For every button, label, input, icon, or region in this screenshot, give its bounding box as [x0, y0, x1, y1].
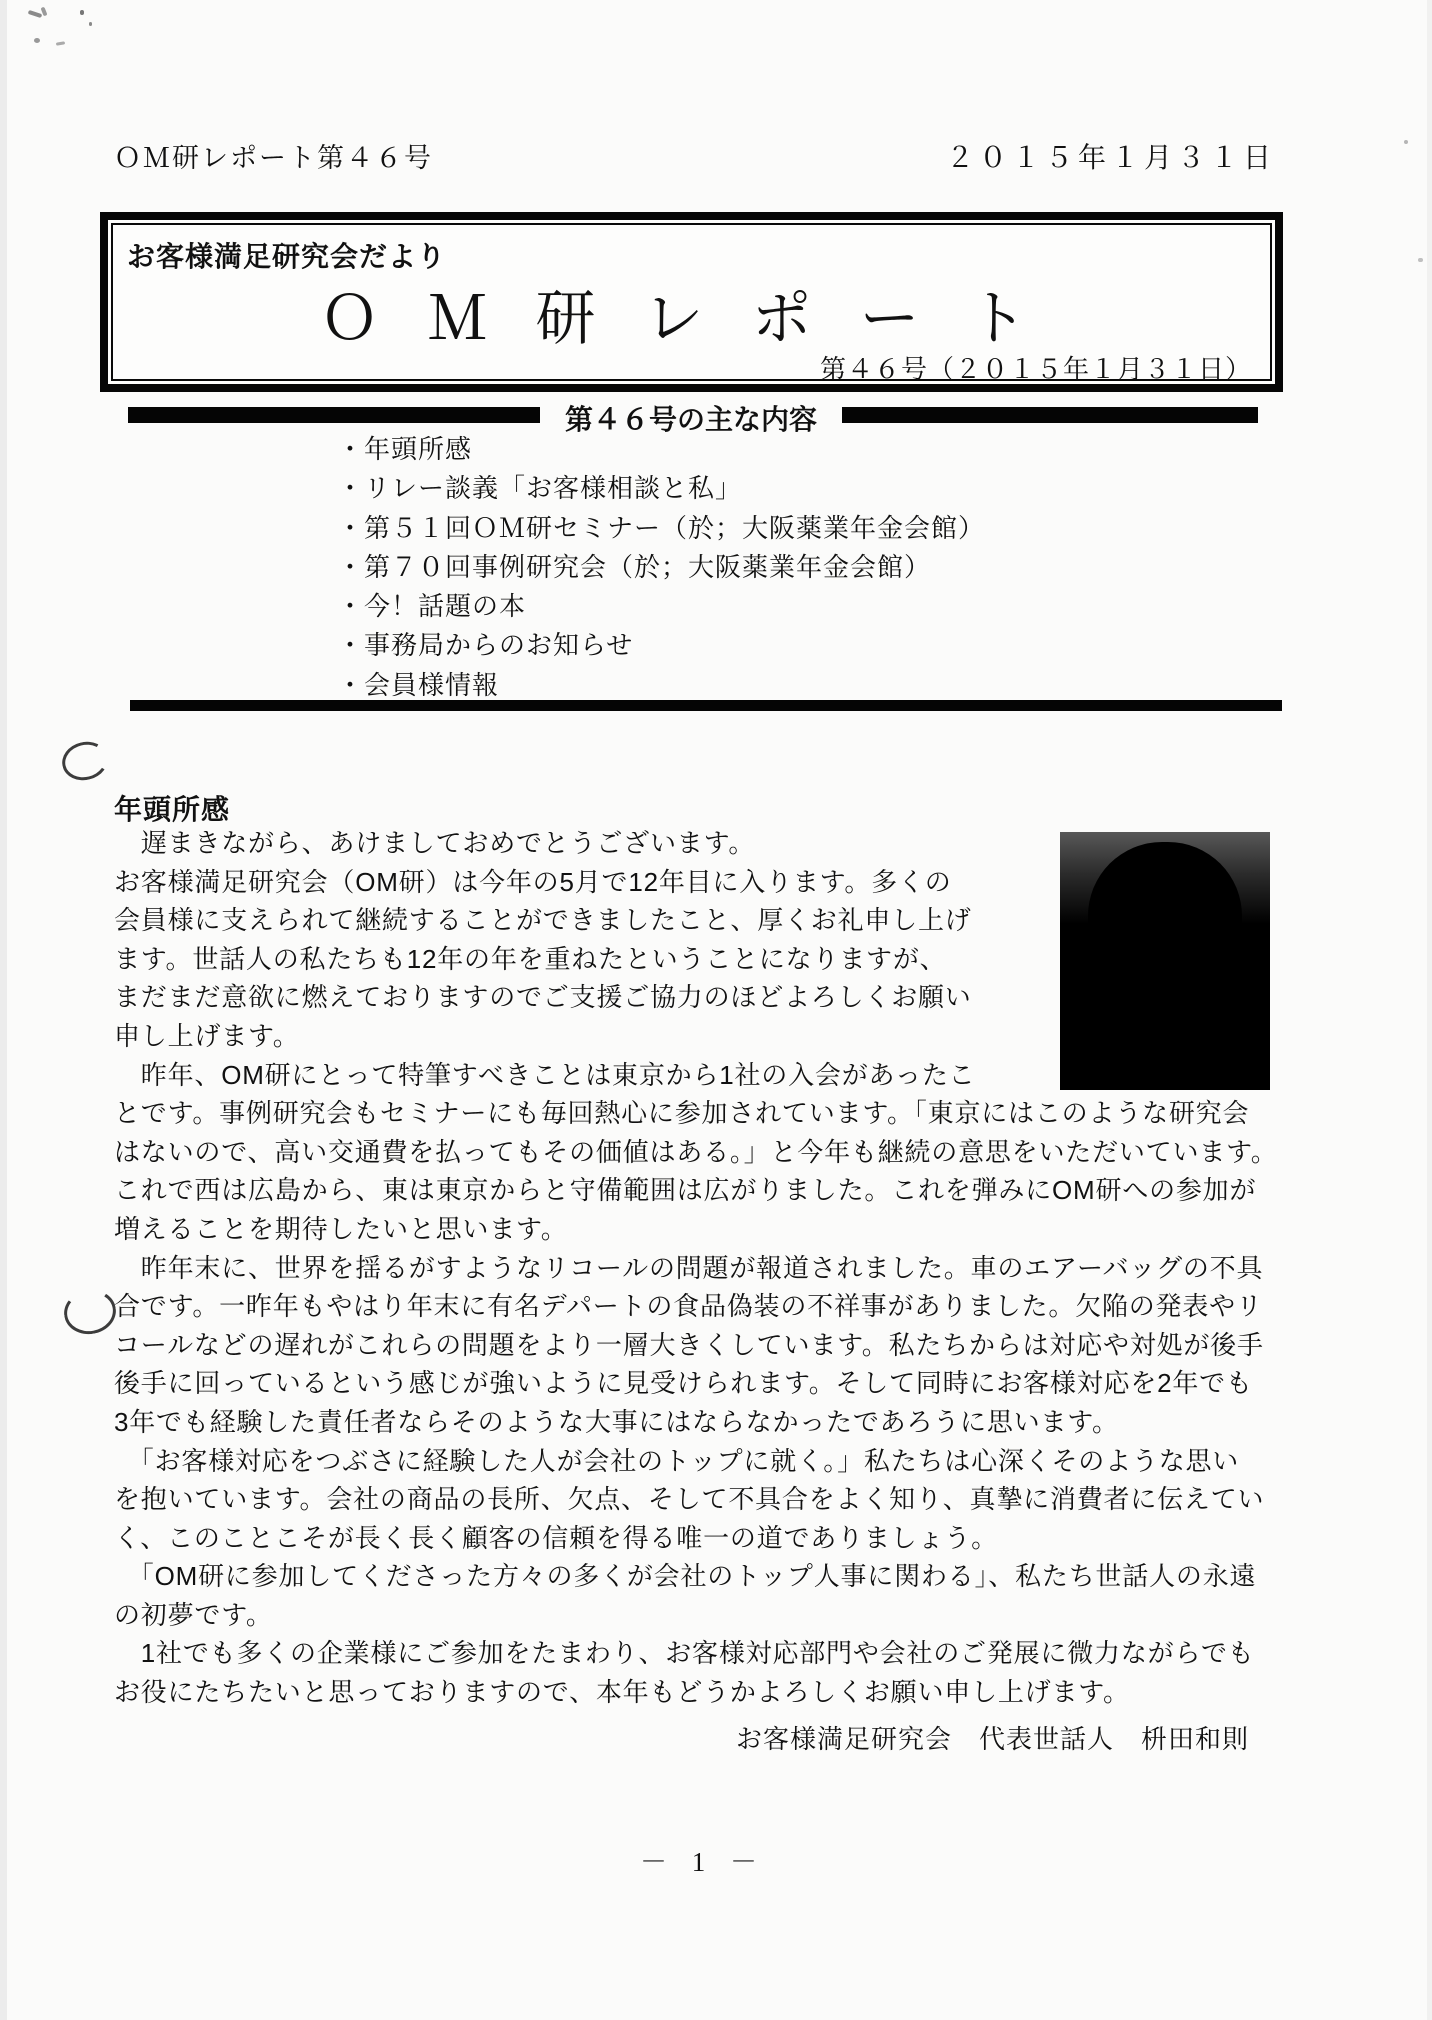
margin-circle-mark: [61, 1286, 120, 1338]
masthead-inner-border: [111, 223, 1272, 384]
running-header-date: ２０１５年１月３１日: [946, 143, 1277, 174]
toc-item: ・年頭所感: [337, 434, 473, 464]
toc-list: [337, 430, 985, 705]
article-signature: お客様満足研究会 代表世話人 枡田和則: [736, 1724, 1250, 1754]
article-line: これで西は広島から、東は東京からと守備範囲は広がりました。これを弾みにOM研への参加が: [114, 1175, 1257, 1206]
scan-artifact: [28, 10, 43, 18]
scan-artifact: [80, 10, 84, 15]
article-line: 「OM研に参加してくださった方々の多くが会社のトップ人事に関わる」、私たち世話人の永遠: [114, 1561, 1257, 1592]
toc-item: ・事務局からのお知らせ: [337, 630, 634, 661]
article-line: 昨年、OM研にとって特筆すべきことは東京から1社の入会があったこ: [114, 1059, 976, 1090]
toc-item: ・今！話題の本: [337, 591, 527, 622]
toc-bottom-rule: [130, 700, 1282, 711]
scan-artifact: [89, 22, 92, 26]
masthead-box: [100, 212, 1283, 392]
page-number: － 1 －: [640, 1847, 766, 1877]
article-line: の初夢です。: [114, 1599, 273, 1630]
article-heading: 年頭所感: [114, 794, 231, 825]
masthead-title: ＯＭ研レポート: [319, 286, 1076, 352]
article-line: 後手に回っているという感じが強いように見受けられます。そして同時にお客様対応を2年でも: [114, 1368, 1253, 1399]
article-line: 昨年末に、世界を揺るがすようなリコールの問題が報道されました。車のエアーバッグの不具: [114, 1252, 1264, 1283]
masthead-issue-date: 第４６号（２０１５年１月３１日）: [819, 355, 1252, 384]
portrait-silhouette: [1088, 842, 1242, 1014]
scan-edge-left: [0, 0, 7, 2020]
article-line: お客様満足研究会（OM研）は今年の5月で12年目に入ります。多くの: [114, 866, 952, 897]
scan-artifact: [56, 41, 65, 46]
article-line: く、このことこそが長く長く顧客の信頼を得る唯一の道でありましょう。: [114, 1522, 998, 1553]
article-line: 3年でも経験した責任者ならそのような大事にはならなかったであろうに思います。: [114, 1406, 1119, 1437]
article-line: 会員様に支えられて継続することができましたこと、厚くお礼申し上げ: [114, 905, 972, 936]
article-line: 1社でも多くの企業様にご参加をたまわり、お客様対応部門や会社のご発展に微力ながらでも: [114, 1638, 1255, 1669]
article-line: 申し上げます。: [114, 1020, 300, 1051]
toc-item: ・リレー談義「お客様相談と私」: [337, 473, 743, 504]
masthead-kicker: お客様満足研究会だより: [127, 241, 447, 272]
toc-heading-bar-left: [128, 407, 540, 423]
scan-artifact: [1404, 140, 1408, 144]
article-line: 遅まきながら、あけましておめでとうございます。: [114, 828, 756, 858]
article-line: はないので、高い交通費を払ってもその価値はある。」と今年も継続の意思をいただいています。: [114, 1136, 1278, 1167]
article-line: コールなどの遅れがこれらの問題をより一層大きくしています。私たちからは対応や対処が後手: [114, 1329, 1264, 1360]
scan-artifact: [1418, 258, 1423, 262]
article-line: を抱いています。会社の商品の長所、欠点、そして不具合をよく知り、真摯に消費者に伝えてい: [114, 1484, 1265, 1515]
portrait-photo: [1060, 832, 1270, 1090]
toc-item: ・第７０回事例研究会（於；大阪薬業年金会館）: [337, 551, 932, 582]
margin-circle-mark: [58, 737, 112, 785]
toc-item: ・会員様情報: [337, 669, 500, 700]
scan-artifact: [34, 38, 40, 43]
article-line: 「お客様対応をつぶさに経験した人が会社のトップに就く。」私たちは心深くそのような思い: [114, 1445, 1240, 1476]
article-line: まだまだ意欲に燃えておりますのでご支援ご協力のほどよろしくお願い: [114, 982, 972, 1013]
scan-edge-right: [1427, 0, 1432, 2020]
running-header-issue: ＯＭ研レポート第４６号: [114, 143, 433, 173]
article-line: 合です。一昨年もやはり年末に有名デパートの食品偽装の不祥事がありました。欠陥の発表やリ: [114, 1291, 1263, 1322]
article-line: 増えることを期待したいと思います。: [114, 1213, 568, 1244]
article-line: とです。事例研究会もセミナーにも毎回熱心に参加されています。「東京にはこのような研究会: [114, 1098, 1250, 1129]
toc-heading: 第４６号の主な内容: [564, 405, 817, 436]
toc-heading-bar-right: [842, 407, 1258, 423]
article-line: お役にたちたいと思っておりますので、本年もどうかよろしくお願い申し上げます。: [114, 1677, 1130, 1708]
toc-item: ・第５１回ＯＭ研セミナー（於；大阪薬業年金会館）: [337, 512, 986, 543]
article-line: ます。世話人の私たちも12年の年を重ねたということになりますが、: [114, 943, 947, 974]
